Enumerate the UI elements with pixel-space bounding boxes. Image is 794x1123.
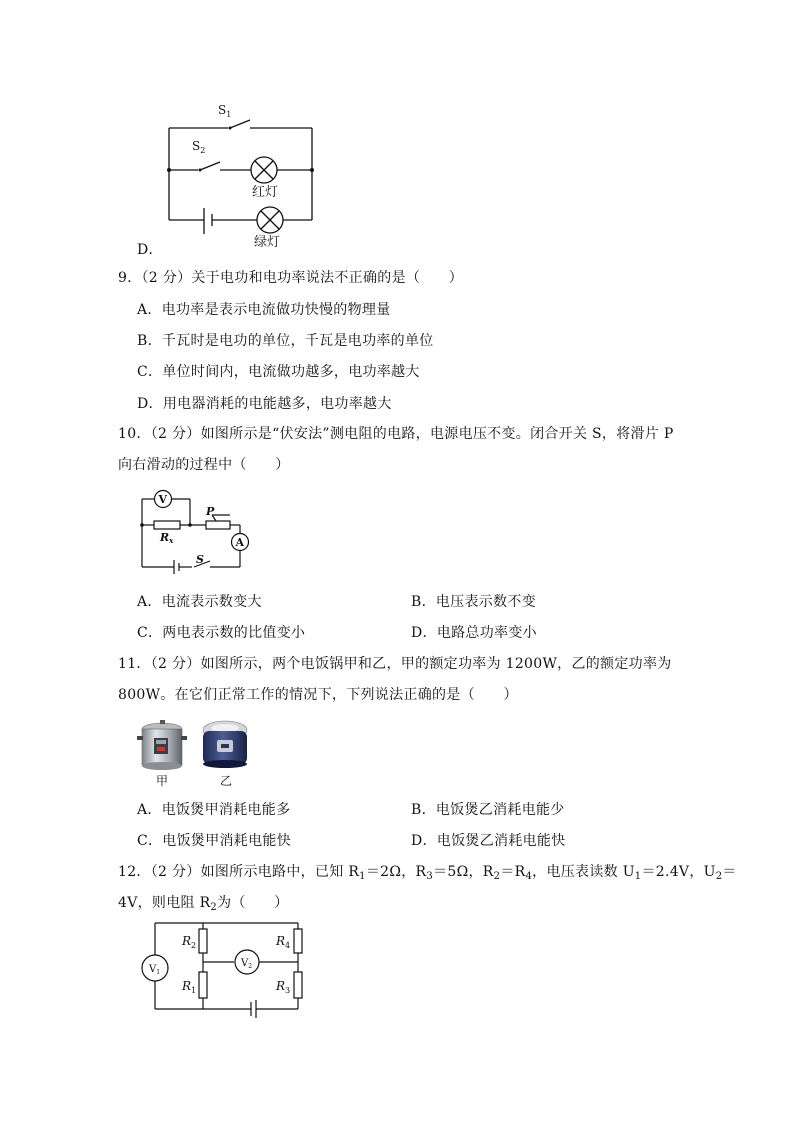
v1-label: V (149, 964, 157, 975)
svg-text:V1: $V_1$ (149, 964, 161, 976)
switch-label: S (196, 553, 204, 566)
q12-stem-line2: 4V，则电阻 $R_2$为（ ） (118, 895, 289, 913)
v2-label: V (241, 958, 249, 969)
svg-text:R4: $R_4$ (276, 934, 291, 950)
rice-cooker-b-icon (203, 721, 247, 768)
r4-label: R (276, 934, 286, 948)
q9-option-c: C．单位时间内，电流做功越多，电功率越大 (137, 364, 420, 380)
q10-option-b: B．电压表示数不变 (411, 594, 536, 610)
q10-option-a: A．电流表示数变大 (137, 594, 262, 610)
r2-label: R (182, 934, 192, 948)
voltmeter-label: V (158, 493, 168, 506)
q9-option-d: D．用电器消耗的电能越多，电功率越大 (137, 396, 392, 412)
green-lamp-label: 绿灯 (254, 235, 281, 250)
q11-option-d: D．电饭煲乙消耗电能快 (411, 833, 566, 849)
svg-text:Rx: Rx (160, 531, 174, 545)
ammeter-label: A (235, 536, 245, 549)
q9-option-a: A．电功率是表示电流做功快慢的物理量 (137, 302, 391, 318)
q10-stem-line1: 10．（2 分）如图所示是“伏安法”测电阻的电路，电源电压不变。闭合开关 S，将滑片 P (118, 426, 674, 442)
slider-label: P (206, 505, 215, 518)
cooker-b-label: 乙 (220, 774, 233, 788)
q10-stem-line2: 向右滑动的过程中（ ） (118, 457, 290, 473)
rice-cookers-image (137, 716, 257, 788)
q9-stem: 9．（2 分）关于电功和电功率说法不正确的是（ ） (118, 270, 464, 286)
svg-text:R1: $R_1$ (182, 979, 197, 995)
cooker-a-label: 甲 (156, 774, 169, 788)
svg-text:S1: $S_1$ (218, 103, 232, 119)
svg-text:R2: $R_2$ (182, 934, 197, 950)
q12-circuit-diagram (138, 916, 308, 1024)
rx-label: R (160, 531, 170, 544)
q10-option-d: D．电路总功率变小 (411, 625, 537, 641)
q11-option-b: B．电饭煲乙消耗电能少 (411, 802, 565, 818)
svg-text:V2: $V_2$ (241, 958, 253, 970)
r3-label: R (276, 979, 286, 993)
q11-option-a: A．电饭煲甲消耗电能多 (137, 802, 291, 818)
q8-option-d: D． (137, 242, 163, 258)
q9-option-b: B．千瓦时是电功的单位，千瓦是电功率的单位 (137, 333, 434, 349)
svg-text:R3: $R_3$ (276, 979, 291, 995)
r1-label: R (182, 979, 192, 993)
q11-option-c: C．电饭煲甲消耗电能快 (137, 833, 292, 849)
rice-cooker-a-icon (137, 720, 187, 770)
s1-label: S (218, 103, 227, 117)
q10-circuit-diagram (134, 485, 264, 580)
red-lamp-label: 红灯 (252, 185, 279, 200)
svg-text:S2: $S_2$ (192, 139, 206, 155)
q11-stem-line1: 11．（2 分）如图所示，两个电饭锅甲和乙，甲的额定功率为 1200W，乙的额定功率为 (118, 656, 672, 672)
q11-stem-line2: 800W。在它们正常工作的情况下，下列说法正确的是（ ） (118, 687, 518, 703)
s2-label: S (192, 139, 201, 153)
q12-stem-line1: 12．（2 分）如图所示电路中，已知 $R_1=2\Omega$，$R_3=5\Omega$，$R_2=R_4$，电压表读数 $U_1=2.4V$，$U_2=$ (118, 864, 737, 882)
q8-circuit-diagram (150, 98, 330, 258)
q10-option-c: C．两电表示数的比值变小 (137, 625, 306, 641)
